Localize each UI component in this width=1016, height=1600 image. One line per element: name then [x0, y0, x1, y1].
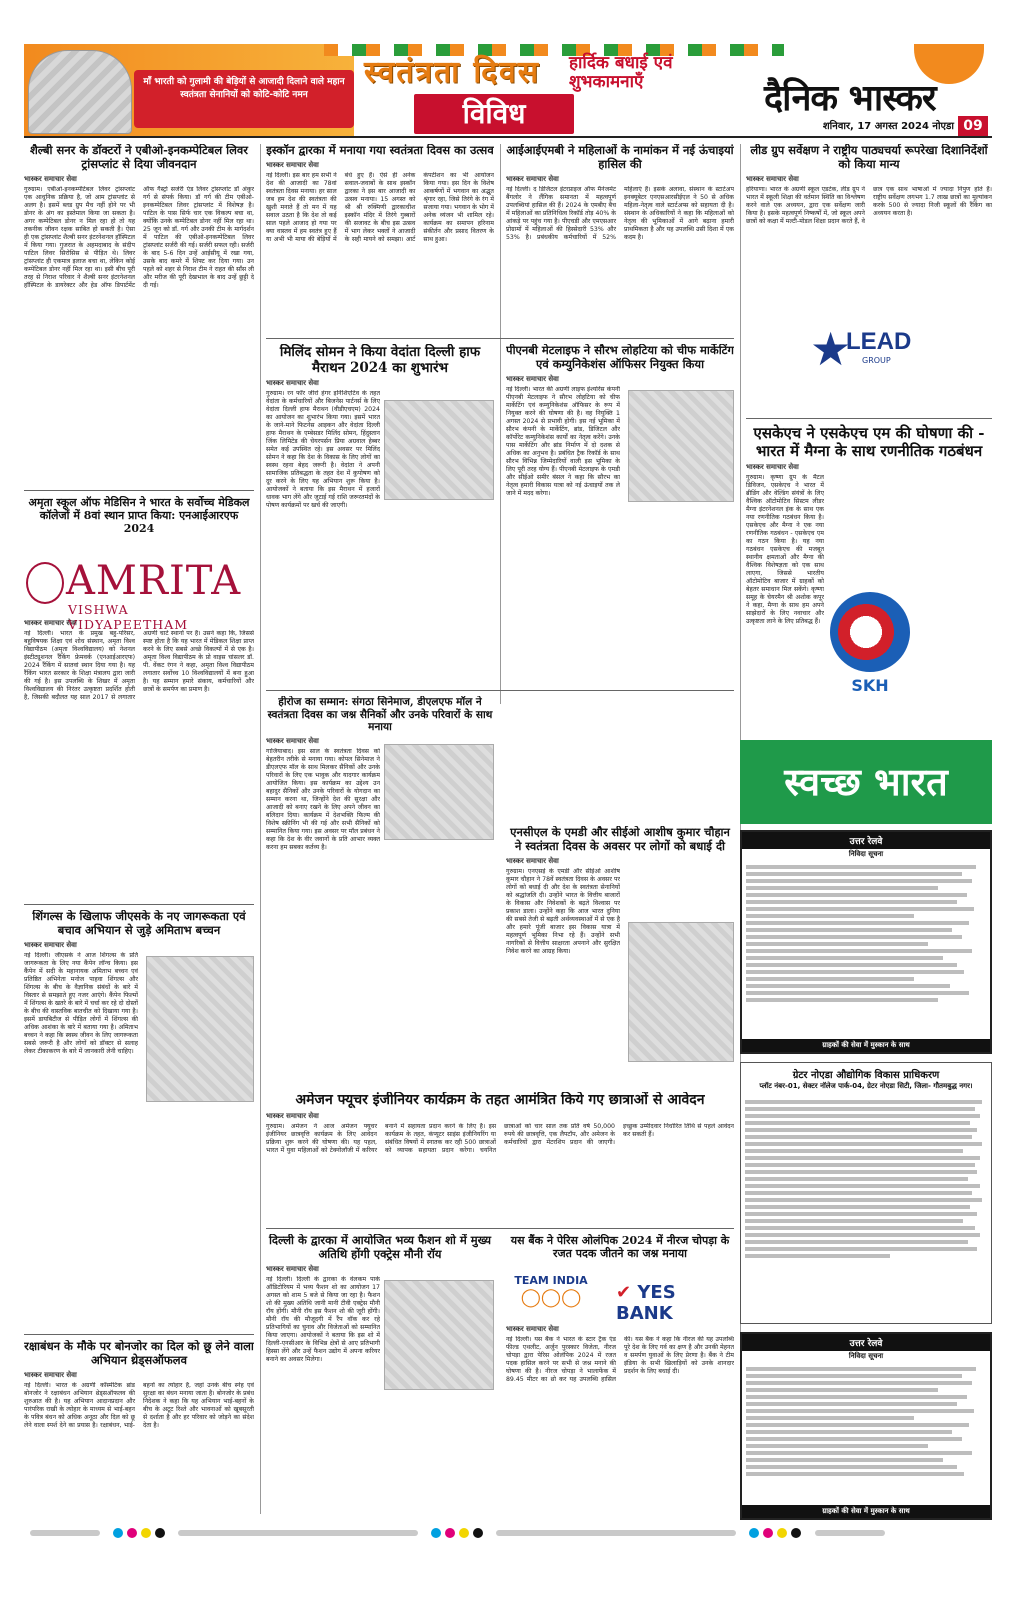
swachh-bharat-banner: स्वच्छ भारत [740, 740, 992, 824]
article-body: नई दिल्ली। यस बैंक ने भारत के स्टार ट्रैक एंड फील्ड एथलीट, अर्जुन पुरस्कार विजेता, नीरज चोपड़ा द्वारा पेरिस ओलंपिक 2024 में रजत पदक हासिल करने पर सभी से जश्न मनाने की घोषणा की है। नीरज चोपड़ा ने भालाफेंक में 89.45 मीटर का थ्रो कर यह उपलब्धि हासिल की। यस बैंक ने कहा कि नीरज की यह उपलब्धि पूरे देश के लिए गर्व का क्षण है और उनकी मेहनत व समर्पण युवाओं के लिए प्रेरणा है। बैंक ने टीम इंडिया के सभी खिलाड़ियों को उनके शानदार प्रदर्शन के लिए बधाई दी। [506, 1336, 734, 1384]
section-title: विविध [414, 94, 574, 134]
section-rule [24, 1334, 254, 1335]
article-body: नई दिल्ली। भारत के अग्रणी कॉस्मेटिक ब्रांड बोनजोर ने रक्षाबंधन अभियान थ्रेड्सऑफलव की शुरुआत की है। यह अभियान आदानप्रदान और पारंपरिक राखी के त्योहार के माध्यम से भाई-बहन के पवित्र बंधन को अधिक अनूठा और दिल को छू लेने वाला स्पर्श देने का प्रयास है। रक्षाबंधन, भाई-बहनों का त्योहार है, जहां उनके बीच स्नेह एवं सुरक्षा का बंधन मनाया जाता है। बोनजोर के प्रबंध निदेशक ने कहा कि यह अभियान भाई-बहनों के बीच के अटूट रिश्ते और भावनाओं को खूबसूरती से दर्शाता है और हर परिवार को जोड़ने का संदेश देता है। [24, 1381, 254, 1429]
article-body: गुरुग्राम। रन फॉर जीरो हंगर इनिशिएटिव के तहत वेदांता के कर्मचारियों और बिजनेस पार्टनर्स के लिए वेदांता दिल्ली हाफ मैराथन (वीडीएचएम) 2024 का आयोजन का शुभारंभ किया गया। इसमें भारत के जाने-माने फिटनेस आइकन और वेदांता दिल्ली हाफ मैराथन के एम्बेसडर मिलिंद सोमन, हिंदुस्तान जिंक लिमिटेड की चेयरपर्सन प्रिया अग्रवाल हेब्बर समेत कई उपस्थित रहे। इस अवसर पर मिलिंद सोमन ने कहा कि देश के विकास के लिए लोगों का स्वस्थ रहना बेहद जरूरी है। वेदांता ने अपनी सामाजिक प्रतिबद्धता के तहत देश में कुपोषण को दूर करने के लिए यह अभियान शुरू किया है। आयोजकों ने बताया कि इस मैराथन में हजारों धावक भाग लेंगे और जुटाई गई राशि जरूरतमंदों के पोषण कार्यक्रमों पर खर्च की जाएगी। [266, 390, 380, 510]
article-byline: भास्कर समाचार सेवा [506, 1325, 559, 1334]
amrita-logo-text: AMRITA [66, 558, 242, 604]
masthead [24, 44, 992, 138]
lead-group-logo [810, 324, 910, 380]
article-body: नई दिल्ली। दिल्ली के द्वारका के वेलकम पार्क ऑडिटोरियम में भव्य फैशन शो का आयोजन 17 अगस्त को शाम 5 बजे से किया जा रहा है। फैशन शो की मुख्य अतिथि जानी मानी टीवी एक्ट्रेस मौनी रॉय होंगी। मौनी रॉय इस फैशन शो की जूरी होंगी। मौनी रॉय की मौजूदगी में रैंप वॉक कर रहे प्रतिभागियों का चुनाव और विजेताओं को सम्मानित किया जाएगा। आयोजकों ने बताया कि इस शो में दिल्ली-एनसीआर के विभिन्न क्षेत्रों से आए प्रतिभागी हिस्सा लेंगे और उन्हें फैशन उद्योग में अपना करियर बनाने का अवसर मिलेगा। [266, 1275, 380, 1363]
article-byline: भास्कर समाचार सेवा [266, 160, 319, 169]
article-body: गुरुग्राम। अमेजन ने आज अमेजन फ्यूचर इंजीनियर छात्रवृत्ति कार्यक्रम के लिए आवेदन प्रक्रिया शुरू करने की घोषणा की। यह पहल, भारत में युवा महिलाओं को टेक्नोलॉजी में करियर बनाने में सहायता प्रदान करने के लिए है। इस कार्यक्रम के तहत, कंप्यूटर साइंस इंजीनियरिंग या संबंधित विषयों में स्नातक कर रही 500 छात्राओं को व्यापक सहायता प्रदान करेगा। चयनित छात्राओं को चार साल तक प्रति वर्ष 50,000 रुपये की छात्रवृत्ति, एक लैपटॉप, और अमेजन के कर्मचारियों द्वारा मेंटरशिप प्रदान की जाएगी। इच्छुक उम्मीदवार निर्धारित तिथि से पहले आवेदन कर सकती हैं। [266, 1122, 734, 1154]
article-headline: अमेजन फ्यूचर इंजीनियर कार्यक्रम के तहत आमंत्रित किये गए छात्राओं से आवेदन [295, 1092, 705, 1108]
article-headline: मिलिंद सोमन ने किया वेदांता दिल्ली हाफ मैराथन 2024 का शुभारंभ [279, 344, 481, 377]
greeting-text: हार्दिक बधाई एवं शुभकामनाएँ [569, 53, 673, 92]
soldiers-event-photo [384, 744, 494, 840]
tender-header: उत्तर रेलवे [742, 832, 990, 849]
article-amazon-future-engineer [266, 1092, 734, 1224]
star-icon: ★ [810, 322, 852, 376]
article-headline: इस्कॉन द्वारका में मनाया गया स्वतंत्रता दिवस का उत्सव [266, 144, 494, 157]
yes-bank-team-india-ad [506, 1270, 730, 1328]
section-rule [746, 418, 992, 419]
article-headline: लीड ग्रुप सर्वेक्षण ने राष्ट्रीय पाठ्यचर्या रूपरेखा दिशानिर्देशों को किया मान्य [750, 144, 988, 171]
section-rule [266, 338, 734, 339]
gnida-subtitle: प्लॉट नंबर-01, सेक्टर नॉलेज पार्क-04, ग्रेटर नोएडा सिटी, जिला- गौतमबुद्ध नगर। [759, 1082, 973, 1090]
amitabh-bachchan-ad-photo [146, 956, 254, 1102]
railway-tender-notice-2 [740, 1332, 992, 1520]
section-rule [24, 904, 254, 905]
article-headline: एसकेएच ने एसकेएच एम की घोषणा की - भारत में मैग्ना के साथ रणनीतिक गठबंधन [753, 424, 985, 460]
article-body: गुरुग्राम। एबीओ-इनकम्पेटिबल लिवर ट्रांसप्लांट एक आधुनिक प्रक्रिया है, जो आम ट्रांसप्लांट से अलग है। इसमें ब्लड ग्रुप मैच नहीं होने पर भी डोनर के अंग का इस्तेमाल किया जा सकता है। अगर कम्पेटिबल डोनर न मिल रहा हो तो यह तकनीक जीवन रक्षक साबित हो सकती है। ऐसा ही एक ट्रांसप्लांट शैल्बी सनर इंटरनेशनल हॉस्पिटल में किया गया। गुजरात के अहमदाबाद के संदीप पाटिल लिवर सिरोसिस से पीड़ित थे। लिवर ट्रांसप्लांट ही एकमात्र इलाज बचा था, लेकिन कोई कम्पेटिबल डोनर नहीं मिल रहा था। इसी बीच पूरी तरह से निराश परिवार ने शैल्बी सनर इंटरनेशनल हॉस्पिटल के डायरेक्टर और हेड ऑफ डिपार्टमेंट ऑफ गैस्ट्रो सर्जरी एंड लिवर ट्रांसप्लांट डॉ अंकुर गर्ग से संपर्क किया। डॉ गर्ग की टीम एबीओ-इनकम्पेटिबल लिवर ट्रांसप्लांट में विशेषज्ञ है। पाटिल के पास सिर्फ चार एक विकल्प बचा था, क्योंकि उनके कम्पेटिबल डोनर नहीं मिल रहा था। 25 जून को डॉ. गर्ग और उनकी टीम के मार्गदर्शन में पाटिल की एबीओ-इनकम्पेटिबल लिवर ट्रांसप्लांट सर्जरी की गई। सर्जरी सफल रही। सर्जरी के बाद 5-6 दिन उन्हें आईसीयू में रखा गया, उसके बाद कमरे में शिफ्ट कर दिया गया। उन पहले को शहर से निराश टीम ने राहत की साँस ली और मरीज की पूरी देखभाल के बाद उन्हें छुट्टी दे दी गई। [24, 185, 254, 289]
article-body: गाजियाबाद। इस साल के स्वतंत्रता दिवस को बेहतरीन तरीके से मनाया गया। कोपल सिनेमाज ने डीएलएफ मॉल के साथ मिलकर सैनिकों और उनके परिवारों के लिए एक भावुक और यादगार कार्यक्रम आयोजित किया। इस कार्यक्रम का उद्देश्य उन बहादुर सैनिकों और उनके परिवारों के योगदान का सम्मान करना था, जिन्होंने देश की सुरक्षा और आजादी को बनाए रखने के लिए अपने जीवन का बलिदान दिया। कार्यक्रम में देशभक्ति फिल्म की विशेष स्क्रीनिंग भी की गई और सभी सैनिकों को सम्मानित किया गया। इस अवसर पर मॉल प्रबंधन ने कहा कि देश के वीर जवानों के प्रति आभार व्यक्त करना हम सबका कर्तव्य है। [266, 747, 380, 851]
tender-header: उत्तर रेलवे [742, 1334, 990, 1351]
article-byline: भास्कर समाचार सेवा [506, 174, 559, 183]
article-byline: भास्कर समाचार सेवा [746, 174, 799, 183]
tender-subheader: निविदा सूचना [848, 1352, 884, 1360]
lead-logo-text: LEAD [846, 328, 912, 355]
article-amrita-nirf [24, 496, 254, 896]
article-headline: आईआईएमबी ने महिलाओं के नामांकन में नई ऊंचाइयां हासिल की [506, 144, 734, 171]
article-byline: भास्कर समाचार सेवा [266, 736, 319, 745]
gnida-title: ग्रेटर नोएडा औद्योगिक विकास प्राधिकरण [792, 1070, 940, 1081]
check-icon: ✔ [616, 1282, 632, 1303]
team-india-logo [506, 1274, 596, 1322]
skh-logo [830, 592, 910, 702]
article-body: नई दिल्ली। द डिजिटल इंटरप्राइज ऑफ मैनेजमेंट बैंगलोर ने लैंगिक समानता में महत्वपूर्ण उपलब्धियां हासिल की हैं। 2024 के एमबीए बैच में महिलाओं का प्रतिनिधित्व रिकॉर्ड तोड़ 40% के आंकड़े पर पहुंच गया है। पीएचडी और एमएसआर प्रोग्रामों में महिलाओं की हिस्सेदारी 53% और 53% है। प्रबंधकीय कर्मचारियों में 52% महिलाएं हैं। इसके अलावा, संस्थान के स्टार्टअप इनक्यूबेटर एनएसआरसीईएल ने 50 से अधिक महिला-नेतृत्व वाले स्टार्टअप्स को सहायता दी है। संस्थान के अधिकारियों ने कहा कि महिलाओं को नेतृत्व की भूमिकाओं में आगे बढ़ाना हमारी प्राथमिकता है और यह उपलब्धि उसी दिशा में एक कदम है। [506, 185, 734, 241]
marathon-photo [384, 400, 494, 500]
article-headline: यस बैंक ने पेरिस ओलंपिक 2024 में नीरज चोपड़ा के रजत पदक जीतने का जश्न मनाया [510, 1234, 730, 1261]
article-headline: एनसीएल के एमडी और सीईओ आशीष कुमार चौहान ने स्वतंत्रता दिवस के अवसर पर लोगों को बधाई दी [510, 826, 730, 853]
article-byline: भास्कर समाचार सेवा [506, 374, 559, 383]
team-india-text: TEAM INDIA [514, 1274, 588, 1287]
article-body: गुरुग्राम। एनएसई के एमडी और सीईओ आशीष कुमार चौहान ने 78वें स्वतंत्रता दिवस के अवसर पर लोगों को बधाई दी और देश के स्वतंत्रता सेनानियों को श्रद्धांजलि दी। उन्होंने भारत के वित्तीय बाजारों के विकास और निवेशकों के बढ़ते विश्वास पर प्रकाश डाला। उन्होंने कहा कि आज भारत दुनिया की सबसे तेजी से बढ़ती अर्थव्यवस्थाओं में से एक है और हमारे पूंजी बाजार इस विकास यात्रा में महत्वपूर्ण भूमिका निभा रहे हैं। उन्होंने सभी नागरिकों से वित्तीय साक्षरता अपनाने और सुरक्षित निवेश करने का आग्रह किया। [506, 867, 620, 955]
amrita-logo-subtext: VISHWA VIDYAPEETHAM [68, 602, 189, 632]
article-body: नई दिल्ली। जीएसके ने आज शिंगल्स के प्रति जागरूकता के लिए नया कैंपेन लॉन्च किया। इस कैंपेन में सदी के महानायक अमिताभ बच्चन एवं प्रतिष्ठित अभिनेता मनोज पाहवा शिंगल्स और शिंगल्स के बीच के वैज्ञानिक संबंधों के बारे में विस्तार से समझाते हुए नजर आएंगे। कैंपेन फिल्मों में शिंगल्स के खतरे के बारे में चर्चा कर रहे दो दोस्तों के बीच की वास्तविक बातचीत को दिखाया गया है। इसमें डायबिटीज से पीड़ित लोगों में शिंगल्स की अधिक आशंका के बारे में बताया गया है। अमिताभ बच्चन ने कहा कि स्वस्थ जीवन के लिए जागरूकता सबसे जरूरी है और लोगों को डॉक्टर से सलाह लेकर टीकाकरण के बारे में जानकारी लेनी चाहिए। [24, 951, 138, 1055]
article-byline: भास्कर समाचार सेवा [746, 463, 799, 471]
column-divider [500, 144, 501, 704]
article-body: नई दिल्ली। इस बार हम सभी ने देश की आजादी का 78वां स्वतंत्रता दिवस मनाया। हर साल जब हम देश की स्वतंत्रता की खुशी मनाते हैं तो मन में यह सवाल उठता है कि देश तो कई साल पहले आजाद हो गया पर क्या वास्तव में हम स्वतंत्र हुए हैं या अभी भी माया की बेड़ियों में बंधे हुए हैं। ऐसे ही अनेक सवाल-जवाबों के साथ इस्कॉन द्वारका ने इस बार आजादी का उत्सव मनाया। 15 अगस्त को श्री श्री रुक्मिणी द्वारकाधीश इस्कॉन मंदिर में तिरंगे गुब्बारों की सजावट के बीच इस उत्सव में भाग लेकर भक्तों ने आजादी के सही मायने को समझा। आर्ट कंपटीशन का भी आयोजन किया गया। इस दिन के विशेष आकर्षणों में भगवान का अद्भुत श्रृंगार रहा, जिसे तिरंगे के रंग में सजाया गया। भगवान के भोग में अनेक व्यंजन भी शामिल रहे। कार्यक्रम का समापन हरिनाम संकीर्तन और प्रसाद वितरण के साथ हुआ। [266, 171, 494, 243]
section-rule [24, 490, 254, 491]
amrita-seal-icon [26, 562, 64, 604]
yes-bank-logo [616, 1282, 730, 1324]
article-byline: भास्कर समाचार सेवा [266, 379, 319, 388]
newspaper-page [24, 44, 992, 1544]
article-byline: भास्कर समाचार सेवा [24, 1370, 77, 1379]
tender-footer: ग्राहकों की सेवा में मुस्कान के साथ [742, 1039, 990, 1052]
page-number: 09 [958, 116, 988, 136]
column-divider [260, 144, 261, 1514]
article-byline: भास्कर समाचार सेवा [24, 940, 77, 949]
article-iskcon-dwarka [266, 144, 494, 334]
railway-tender-notice [740, 830, 992, 1054]
article-headline: रक्षाबंधन के मौके पर बोनजोर का दिल को छू लेने वाला अभियान थ्रेड्सऑफलव [24, 1340, 254, 1367]
issue-date: शनिवार, 17 अगस्त 2024 नोएडा [822, 121, 954, 132]
ashish-chauhan-photo [628, 922, 734, 1062]
lead-logo-subtext: GROUP [862, 356, 891, 365]
gnida-notice [740, 1062, 992, 1324]
freedom-fighters-illustration [28, 50, 132, 134]
article-byline: भास्कर समाचार सेवा [266, 1111, 319, 1120]
article-headline: शैल्बी सनर के डॉक्टरों ने एबीओ-इनकम्पेटिबल लिवर ट्रांसप्लांट से दिया जीवनदान [29, 144, 249, 171]
article-milind-soman-marathon [266, 344, 494, 684]
article-byline: भास्कर समाचार सेवा [266, 1264, 319, 1273]
tender-subheader: निविदा सूचना [848, 850, 884, 858]
article-headline: हीरोज का सम्मान: संगठा सिनेमाज, डीएलएफ मॉल ने स्वतंत्रता दिवस का जश्न सैनिकों और उनके परिवारों के साथ मनाया [267, 696, 493, 734]
print-registration-marks [24, 1522, 992, 1536]
article-liver-transplant [24, 144, 254, 484]
article-body: नई दिल्ली। भारत के प्रमुख बहु-परिसर, बहुविषयक शिक्षा एवं शोध संस्थान, अमृता विश्व विद्यापीठम (अमृता विश्वविद्यालय) को नेशनल इंस्टीट्यूशनल रैंकिंग फ्रेमवर्क (एनआईआरएफ) 2024 रैंकिंग में सातवां स्थान दिया गया है। यह रैंकिंग भारत सरकार के शिक्षा मंत्रालय द्वारा जारी की गई है। इस उपलब्धि के शिखर में अमृता विश्वविद्यालय की निरंतर उत्कृष्टता प्रदर्शित होती है, जिसकी बदौलत यह साल 2017 से लगातार अग्रणी चार्ट स्थानों पर है। उसने कहा कि, जिससे स्पष्ट होता है कि यह भारत में मेडिकल शिक्षा प्राप्त करने के लिए सबसे अच्छे विकल्पों में से एक है। अमृता विश्व विद्यापीठम के प्रो वाइस चांसलर डॉ. पी. वेंकट रंगन ने कहा, अमृता विश्व विद्यापीठम लगातार सर्वोच्च 10 विश्वविद्यालयों में बना हुआ है। यह सम्मान हमारे संकाय, कर्मचारियों और छात्रों के समर्पण का प्रमाण है। [24, 629, 254, 701]
article-headline: अमृता स्कूल ऑफ मेडिसिन ने भारत के सर्वोच्च मेडिकल कॉलेजों में 8वां स्थान प्राप्त किया: एनआईआरएफ 2024 [28, 496, 250, 536]
tender-footer: ग्राहकों की सेवा में मुस्कान के साथ [742, 1505, 990, 1518]
fashion-show-poster [384, 1280, 494, 1390]
article-headline: दिल्ली के द्वारका में आयोजित भव्य फैशन शो में मुख्य अतिथि होंगी एक्ट्रेस मौनी रॉय [268, 1234, 492, 1261]
article-byline: भास्कर समाचार सेवा [24, 174, 77, 183]
article-bonjour-rakshabandhan [24, 1340, 254, 1520]
newspaper-logo: दैनिक भास्कर [764, 77, 936, 119]
article-byline: भास्कर समाचार सेवा [506, 856, 559, 865]
article-body: हरियाणा। भारत के अग्रणी स्कूल एडटेक, लीड ग्रुप ने भारत में स्कूली शिक्षा की वर्तमान स्थिति का विश्लेषण करने वाले एक अध्ययन, द्वारा एक सर्वेक्षण जारी किया है। इसके महत्वपूर्ण निष्कर्षों में, जो स्कूल अपने छात्रों को कक्षा में मल्टी-मोडल शिक्षा प्रदान करते हैं, वे छात्र एक साथ भाषाओं में ज्यादा निपुण होते हैं। राष्ट्रीय सर्वेक्षण लगभग 1.7 लाख छात्रों का मूल्यांकन करके 500 से ज्यादा निजी स्कूलों की रैंकिंग का अध्ययन करता है। [746, 185, 992, 225]
section-rule [266, 1228, 734, 1229]
section-rule [266, 690, 734, 691]
article-headline: शिंगल्स के खिलाफ जीएसके के नए जागरूकता एवं बचाव अभियान से जुड़े अमिताभ बच्चन [32, 910, 246, 937]
article-byline: भास्कर समाचार सेवा [24, 618, 77, 627]
saurabh-lohtia-photo [628, 390, 734, 502]
festival-title: स्वतंत्रता दिवस [364, 55, 540, 90]
yes-bank-text: YES BANK [616, 1282, 676, 1324]
skh-logo-text: SKH [851, 676, 889, 695]
article-iimb-women [506, 144, 734, 334]
article-headline: पीएनबी मेटलाइफ ने सौरभ लोहटिया को चीफ मार्केटिंग एवं कम्युनिकेशंस ऑफिसर नियुक्त किया [506, 344, 734, 371]
article-body: गुरुग्राम। कृष्णा ग्रुप के मैटल डिविजन, एसकेएच ने भारत में ब्रीडिंग और वेल्डिंग संयंत्रों के लिए वैश्विक ऑटोमोटिव सिस्टम लीडर मैग्ना इंटरनेशनल इंक के साथ एक नया रणनीतिक गठबंधन किया है। एसकेएच और मैग्ना ने एक नया रणनीतिक गठबंधन - एसकेएच एम का गठन किया है। यह नया गठबंधन एसकेएच की मजबूत स्थानीय क्षमताओं और मैग्ना की वैश्विक विशेषज्ञता को एक साथ लाएगा, जिससे भारतीय ऑटोमोटिव बाजार में ग्राहकों को बेहतर समाधान मिल सकेंगे। कृष्णा समूह के चेयरमैन श्री अशोक कपूर ने कहा, मैग्ना के साथ हम अपने साझेदारों के लिए नवाचार और उत्कृष्टता लाने के लिए प्रतिबद्ध हैं। [746, 474, 824, 625]
skh-logo-icon [830, 592, 910, 672]
masthead-tagline: माँ भारती को गुलामी की बेड़ियों से आजादी दिलाने वाले महान स्वतंत्रता सेनानियों को कोटि-कोटि नमन [134, 70, 354, 128]
olympic-rings-icon: ◯◯◯ [520, 1287, 582, 1308]
article-body: नई दिल्ली। भारत की अग्रणी लाइफ इंश्योरेंस कंपनी पीएनबी मेटलाइफ ने सौरभ लोहटिया को चीफ मार्केटिंग एवं कम्युनिकेशंस ऑफिसर के रूप में नियुक्त करने की घोषणा की है। वह नियुक्ति 1 अगस्त 2024 से प्रभावी होगी। इस नई भूमिका में सौरभ कंपनी के मार्केटिंग, ब्रांड, डिजिटल और कॉर्पोरेट कम्युनिकेशंस कार्यों का नेतृत्व करेंगे। उनके पास मार्केटिंग और ब्रांड निर्माण में दो दशक से अधिक का अनुभव है। प्रबंधित ट्रैक रिकॉर्ड के साथ सौरभ विभिन्न जिम्मेदारियों वाली इस भूमिका के लिए पूरी तरह योग्य हैं। पीएनबी मेटलाइफ के एमडी और सीईओ समीर बंसल ने कहा कि सौरभ का नेतृत्व हमारी विकास यात्रा को नई ऊंचाइयों तक ले जाने में मदद करेगा। [506, 385, 620, 497]
